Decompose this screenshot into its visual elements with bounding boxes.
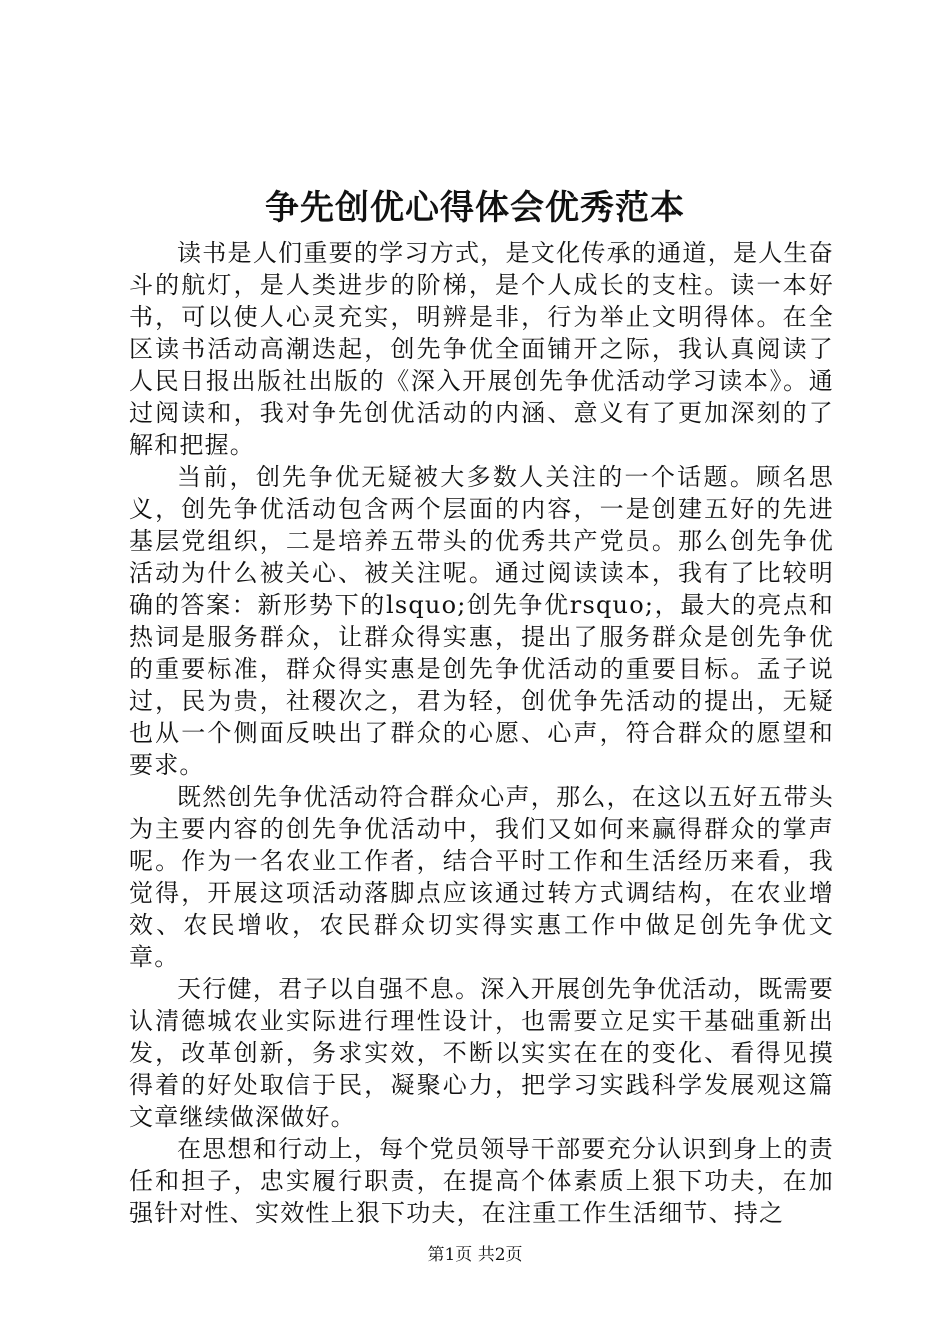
paragraph: 当前，创先争优无疑被大多数人关注的一个话题。顾名思义，创先争优活动包含两个层面的内容，一是创建五好的先进基层党组织，二是培养五带头的优秀共产党员。那么创先争优活动为什么被关心、被关注呢。通过阅读读本，我有了比较明确的答案：新形势下的lsquo;创先争优rsquo;，最大的亮点和热词是服务群众，让群众得实惠，提出了服务群众是创先争优的重要标准，群众得实惠是创先争优活动的重要目标。孟子说过，民为贵，社稷次之，君为轻，创优争先活动的提出，无疑也从一个侧面反映出了群众的心愿、心声，符合群众的愿望和要求。 <box>129 463 834 779</box>
paragraph: 既然创先争优活动符合群众心声，那么，在这以五好五带头为主要内容的创先争优活动中，我们又如何来赢得群众的掌声呢。作为一名农业工作者，结合平时工作和生活经历来看，我觉得，开展这项活动落脚点应该通过转方式调结构，在农业增效、农民增收，农民群众切实得实惠工作中做足创先争优文章。 <box>129 783 834 971</box>
paragraph: 读书是人们重要的学习方式，是文化传承的通道，是人生奋斗的航灯，是人类进步的阶梯，是个人成长的支柱。读一本好书，可以使人心灵充实，明辨是非，行为举止文明得体。在全区读书活动高潮迭起，创先争优全面铺开之际，我认真阅读了人民日报出版社出版的《深入开展创先争优活动学习读本》。通过阅读和，我对争先创优活动的内涵、意义有了更加深刻的了解和把握。 <box>129 239 834 459</box>
paragraph: 天行健，君子以自强不息。深入开展创先争优活动，既需要认清德城农业实际进行理性设计，也需要立足实干基础重新出发，改革创新，务求实效，不断以实实在在的变化、看得见摸得着的好处取信于民，凝聚心力，把学习实践科学发展观这篇文章继续做深做好。 <box>129 975 834 1131</box>
document-body <box>129 237 834 1229</box>
page-title: 争先创优心得体会优秀范本 <box>265 188 685 228</box>
paragraph: 在思想和行动上，每个党员领导干部要充分认识到身上的责任和担子，忠实履行职责，在提高个体素质上狠下功夫，在加强针对性、实效性上狠下功夫，在注重工作生活细节、持之 <box>129 1135 834 1227</box>
page-number-footer: 第1页 共2页 <box>427 1245 523 1265</box>
